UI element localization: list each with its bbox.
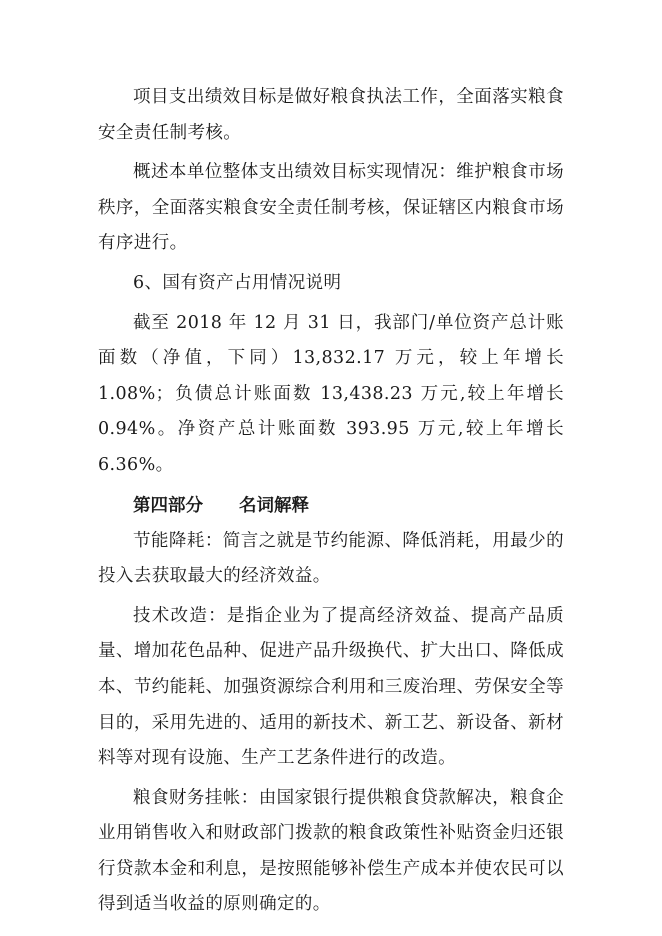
section-title: 名词解释: [239, 495, 309, 516]
goal-achievement-paragraph: 概述本单位整体支出绩效目标实现情况：维护粮食市场秩序，全面落实粮食安全责任制考核，保证辖区内粮食市场有序进行。: [98, 162, 564, 254]
term-grain-financial-account: 粮食财务挂帐：由国家银行提供粮食贷款解决，粮食企业用销售收入和财政部门拨款的粮食政策性补贴资金归还银行贷款本金和利息，是按照能够补偿生产成本并使农民可以得到适当收益的原则确定的。: [98, 787, 564, 915]
term-energy-saving: 节能降耗：简言之就是节约能源、降低消耗，用最少的投入去获取最大的经济效益。: [98, 530, 564, 587]
performance-goal-paragraph: 项目支出绩效目标是做好粮食执法工作，全面落实粮食安全责任制考核。: [98, 87, 564, 143]
section-heading: [98, 488, 564, 524]
assets-paragraph: 截至 2018 年 12 月 31 日，我部门/单位资产总计账面数（净值，下同）13,832.17 万元，较上年增长 1.08%；负债总计账面数 13,438.23 万元,较上年增长 0.94%。净资产总计账面数 393.95 万元,较上年增长 6.36%。: [98, 312, 564, 475]
assets-subheading: 6、国有资产占用情况说明: [133, 272, 342, 293]
page-content: [98, 80, 564, 927]
term-technical-renovation: 技术改造：是指企业为了提高经济效益、提高产品质量、增加花色品种、促进产品升级换代、扩大出口、降低成本、节约能耗、加强资源综合利用和三废治理、劳保安全等目的，采用先进的、适用的新技术、新工艺、新设备、新材料等对现有设施、生产工艺条件进行的改造。: [98, 605, 564, 769]
section-number: 第四部分: [133, 495, 203, 516]
